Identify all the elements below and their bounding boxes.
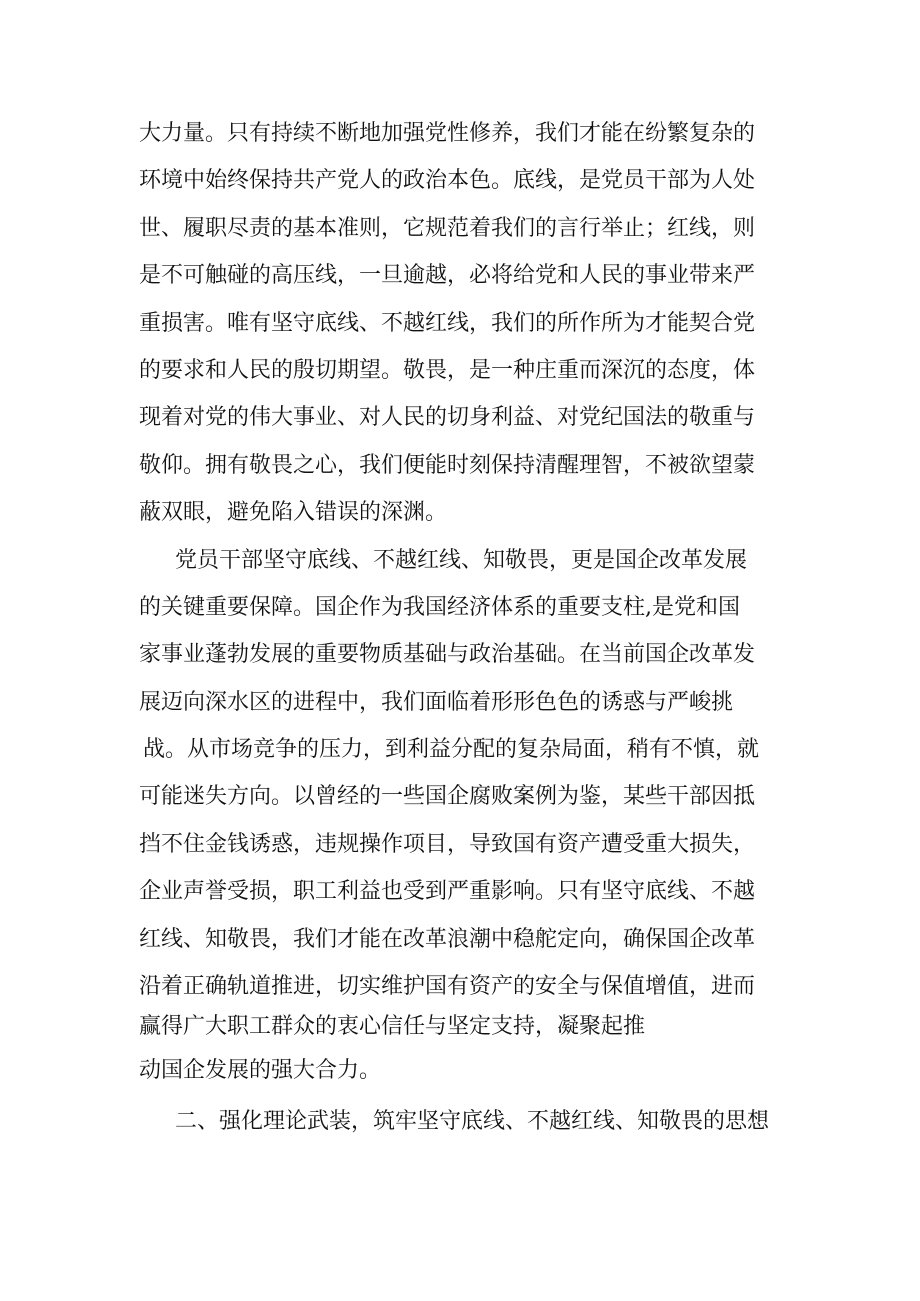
text-line: 战。从市场竞争的压力，到利益分配的复杂局面，稍有不慎，就	[143, 737, 760, 763]
text-line: 动国企发展的强大合力。	[139, 1058, 382, 1084]
text-line: 蔽双眼，避免陷入错误的深渊。	[139, 500, 448, 526]
paragraph-start-line: 党员干部坚守底线、不越红线、知敬畏，更是国企改革发展	[175, 547, 748, 573]
text-line: 世、履职尽责的基本准则，它规范着我们的言行举止；红线，则	[139, 215, 756, 241]
text-line: 重损害。唯有坚守底线、不越红线，我们的所作所为才能契合党	[139, 310, 756, 336]
text-line: 是不可触碰的高压线，一旦逾越，必将给党和人民的事业带来严	[139, 263, 756, 289]
text-line: 展迈向深水区的进程中，我们面临着形形色色的诱惑与严峻挑	[139, 689, 734, 715]
body-text	[139, 110, 799, 1146]
text-line: 可能迷失方向。以曾经的一些国企腐败案例为鉴，某些干部因抵	[139, 784, 756, 810]
text-line: 赢得广大职工群众的衷心信任与坚定支持，凝聚起推	[139, 1014, 646, 1040]
text-line: 的关键重要保障。国企作为我国经济体系的重要支柱,是党和国	[139, 594, 740, 620]
text-line: 沿着正确轨道推进，切实维护国有资产的安全与保值增值，进而	[139, 974, 756, 1000]
text-line: 企业声誉受损，职工利益也受到严重影响。只有坚守底线、不越	[139, 879, 756, 905]
text-line: 的要求和人民的殷切期望。敬畏，是一种庄重而深沉的态度，体	[139, 357, 756, 383]
section-heading-line: 二、强化理论武装，筑牢坚守底线、不越红线、知敬畏的思想	[175, 1109, 770, 1135]
text-line: 现着对党的伟大事业、对人民的切身利益、对党纪国法的敬重与	[139, 405, 756, 431]
text-line: 大力量。只有持续不断地加强党性修养，我们才能在纷繁复杂的	[139, 121, 756, 146]
text-line: 红线、知敬畏，我们才能在改革浪潮中稳舵定向，确保国企改革	[139, 926, 756, 952]
text-line: 挡不住金钱诱惑，违规操作项目，导致国有资产遭受重大损失，	[139, 831, 756, 857]
text-line: 敬仰。拥有敬畏之心，我们便能时刻保持清醒理智，不被欲望蒙	[139, 452, 756, 478]
text-line: 环境中始终保持共产党人的政治本色。底线，是党员干部为人处	[139, 168, 756, 194]
text-line: 家事业蓬勃发展的重要物质基础与政治基础。在当前国企改革发	[139, 642, 756, 668]
